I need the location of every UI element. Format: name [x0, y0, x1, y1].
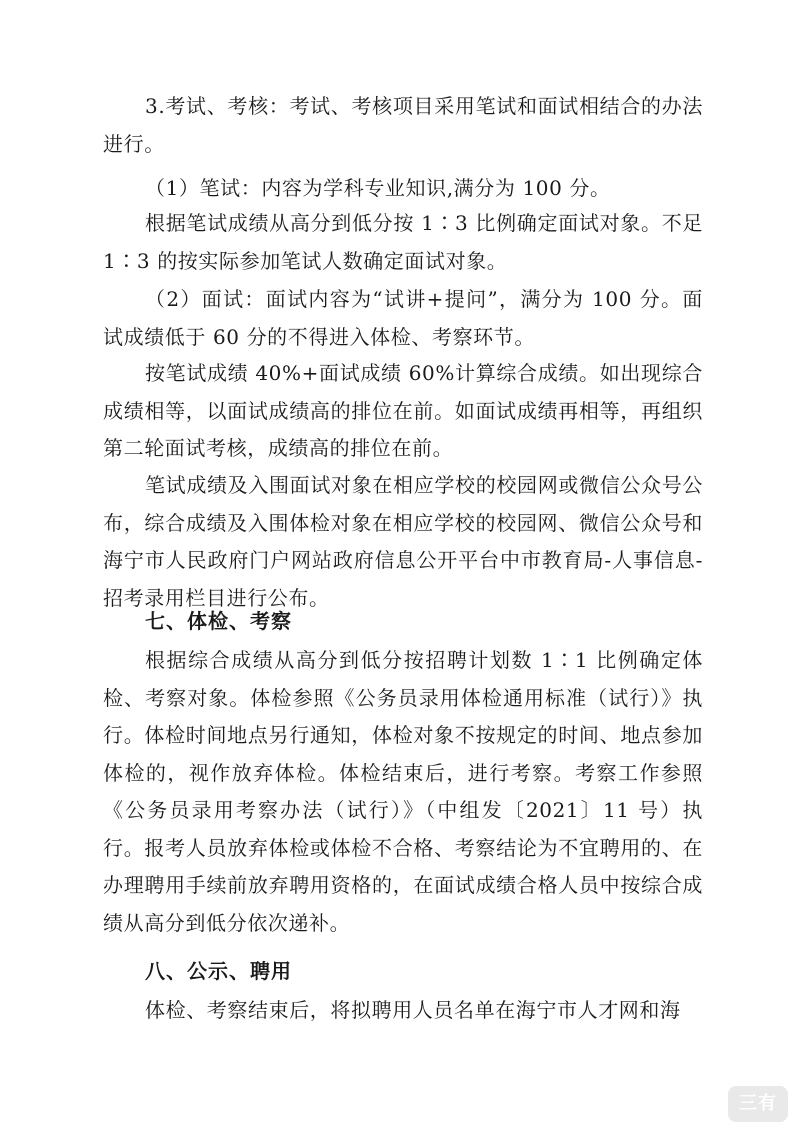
- paragraph-written-test: （1）笔试：内容为学科专业知识,满分为 100 分。: [145, 176, 611, 200]
- paragraph-interview-selection: 根据笔试成绩从高分到低分按 1∶3 比例确定面试对象。不足 1∶3 的按实际参加笔试人数确定面试对象。: [103, 211, 703, 273]
- paragraph-interview: （2）面试：面试内容为“试讲+提问”，满分为 100 分。面试成绩低于 60 分的不得进入体检、考察环节。: [103, 287, 703, 349]
- section-heading-physical-exam: 七、体检、考察: [145, 609, 292, 633]
- paragraph-publicity: 体检、考察结束后，将拟聘用人员名单在海宁市人才网和海: [145, 998, 681, 1022]
- paragraph-publication: 笔试成绩及入围面试对象在相应学校的校园网或微信公众号公布，综合成绩及入围体检对象在相应学校的校园网、微信公众号和海宁市人民政府门户网站政府信息公开平台中市教育局-人事信息-招考录用栏目进行公布。: [103, 473, 703, 610]
- paragraph-exam-assessment: 3.考试、考核：考试、考核项目采用笔试和面试相结合的办法进行。: [103, 94, 703, 156]
- paragraph-composite-score: 按笔试成绩 40%+面试成绩 60%计算综合成绩。如出现综合成绩相等，以面试成绩高的排位在前。如面试成绩再相等，再组织第二轮面试考核，成绩高的排位在前。: [103, 361, 703, 460]
- watermark-logo: 三有: [728, 1086, 788, 1122]
- paragraph-physical-exam: 根据综合成绩从高分到低分按招聘计划数 1∶1 比例确定体检、考察对象。体检参照《公务员录用体检通用标准（试行）》执行。体检时间地点另行通知，体检对象不按规定的时间、地点参加体检的，视作放弃体检。体检结束后，进行考察。考察工作参照《公务员录用考察办法（试行）》（中组发〔2021〕11 号）执行。报考人员放弃体检或体检不合格、考察结论为不宜聘用的、在办理聘用手续前放弃聘用资格的，在面试成绩合格人员中按综合成绩从高分到低分依次递补。: [103, 648, 703, 935]
- section-heading-publicity: 八、公示、聘用: [145, 959, 292, 983]
